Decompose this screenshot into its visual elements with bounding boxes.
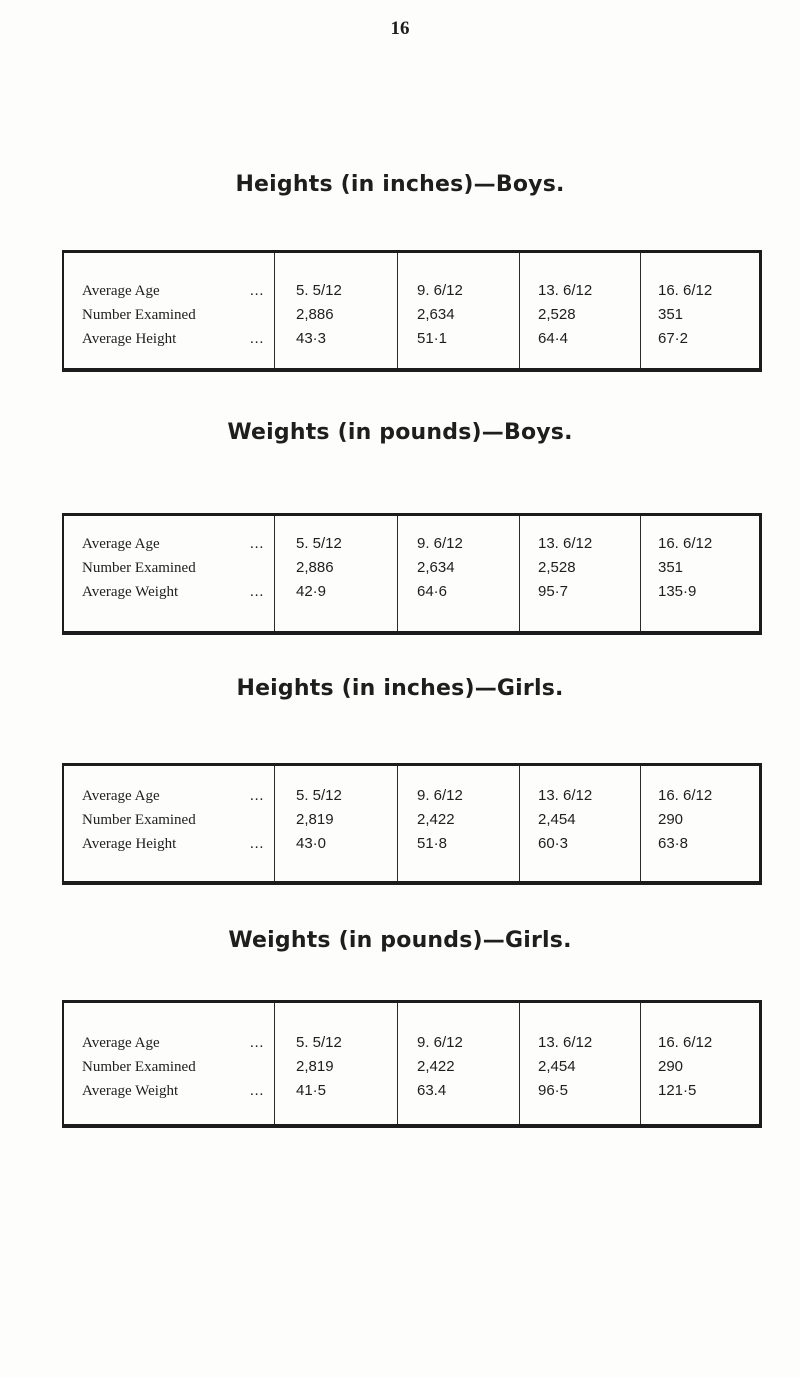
row-label: Average Age — [82, 788, 160, 804]
table-cell: 5. 5/12 — [296, 535, 342, 552]
table-cell: 2,819 — [296, 1058, 334, 1075]
table-cell: 2,819 — [296, 811, 334, 828]
leader-dots: ... — [250, 584, 265, 600]
table-cell: 42·9 — [296, 583, 327, 600]
table-cell: 16. 6/12 — [658, 787, 713, 804]
table-cell: 2,886 — [296, 559, 334, 576]
table-cell: 2,528 — [538, 559, 576, 576]
column-divider — [640, 766, 641, 881]
table-cell: 2,634 — [417, 559, 455, 576]
column-divider — [274, 1003, 275, 1124]
column-divider — [519, 516, 520, 631]
column-divider — [519, 766, 520, 881]
table-title-heights-boys: Heights (in inches)—Boys. — [235, 172, 565, 197]
table-title-weights-girls: Weights (in pounds)—Girls. — [228, 928, 572, 953]
row-label: Average Weight — [82, 1083, 179, 1099]
leader-dots: ... — [250, 536, 265, 552]
table-cell: 2,454 — [538, 1058, 576, 1075]
table-cell: 135·9 — [658, 583, 697, 600]
row-label: Average Age — [82, 283, 160, 299]
leader-dots: ... — [250, 331, 265, 347]
table-cell: 43·0 — [296, 835, 327, 852]
table-title-weights-boys: Weights (in pounds)—Boys. — [227, 420, 573, 445]
table-cell: 2,422 — [417, 811, 455, 828]
row-label: Average Age — [82, 536, 160, 552]
table-cell: 16. 6/12 — [658, 1034, 713, 1051]
table-cell: 67·2 — [658, 330, 689, 347]
leader-dots: ... — [250, 1035, 265, 1051]
table-cell: 5. 5/12 — [296, 282, 342, 299]
row-label: Number Examined — [82, 812, 196, 828]
table-cell: 63.4 — [417, 1082, 447, 1099]
column-divider — [640, 1003, 641, 1124]
table-cell: 63·8 — [658, 835, 689, 852]
leader-dots: ... — [250, 283, 265, 299]
column-divider — [274, 516, 275, 631]
table-cell: 9. 6/12 — [417, 282, 463, 299]
table-cell: 2,528 — [538, 306, 576, 323]
table-cell: 290 — [658, 811, 684, 828]
table-cell: 13. 6/12 — [538, 282, 593, 299]
table-cell: 351 — [658, 559, 684, 576]
row-label: Number Examined — [82, 1059, 196, 1075]
row-label: Average Weight — [82, 584, 179, 600]
table-cell: 95·7 — [538, 583, 569, 600]
table-cell: 43·3 — [296, 330, 327, 347]
table-cell: 64·6 — [417, 583, 448, 600]
table-cell: 9. 6/12 — [417, 1034, 463, 1051]
table-cell: 9. 6/12 — [417, 787, 463, 804]
row-label: Average Height — [82, 331, 177, 347]
table-cell: 351 — [658, 306, 684, 323]
table-cell: 2,422 — [417, 1058, 455, 1075]
table-weights-boys — [62, 513, 762, 635]
table-cell: 51·8 — [417, 835, 448, 852]
column-divider — [640, 253, 641, 368]
table-cell: 5. 5/12 — [296, 787, 342, 804]
column-divider — [274, 253, 275, 368]
column-divider — [397, 1003, 398, 1124]
table-cell: 2,634 — [417, 306, 455, 323]
column-divider — [397, 766, 398, 881]
table-cell: 13. 6/12 — [538, 1034, 593, 1051]
table-cell: 41·5 — [296, 1082, 327, 1099]
table-cell: 16. 6/12 — [658, 535, 713, 552]
table-cell: 13. 6/12 — [538, 535, 593, 552]
column-divider — [519, 253, 520, 368]
table-cell: 60·3 — [538, 835, 569, 852]
row-label: Number Examined — [82, 307, 196, 323]
table-cell: 2,886 — [296, 306, 334, 323]
leader-dots: ... — [250, 836, 265, 852]
table-cell: 96·5 — [538, 1082, 569, 1099]
table-cell: 64·4 — [538, 330, 569, 347]
table-cell: 5. 5/12 — [296, 1034, 342, 1051]
leader-dots: ... — [250, 1083, 265, 1099]
leader-dots: ... — [250, 788, 265, 804]
column-divider — [519, 1003, 520, 1124]
table-cell: 121·5 — [658, 1082, 697, 1099]
row-label: Average Age — [82, 1035, 160, 1051]
table-cell: 9. 6/12 — [417, 535, 463, 552]
table-cell: 13. 6/12 — [538, 787, 593, 804]
table-cell: 2,454 — [538, 811, 576, 828]
row-label: Average Height — [82, 836, 177, 852]
column-divider — [397, 516, 398, 631]
table-weights-girls — [62, 1000, 762, 1128]
table-title-heights-girls: Heights (in inches)—Girls. — [236, 676, 564, 701]
table-cell: 16. 6/12 — [658, 282, 713, 299]
column-divider — [397, 253, 398, 368]
row-label: Number Examined — [82, 560, 196, 576]
column-divider — [640, 516, 641, 631]
table-cell: 290 — [658, 1058, 684, 1075]
column-divider — [274, 766, 275, 881]
table-heights-girls — [62, 763, 762, 885]
page-number: 16 — [390, 18, 410, 39]
table-heights-boys — [62, 250, 762, 372]
table-cell: 51·1 — [417, 330, 448, 347]
